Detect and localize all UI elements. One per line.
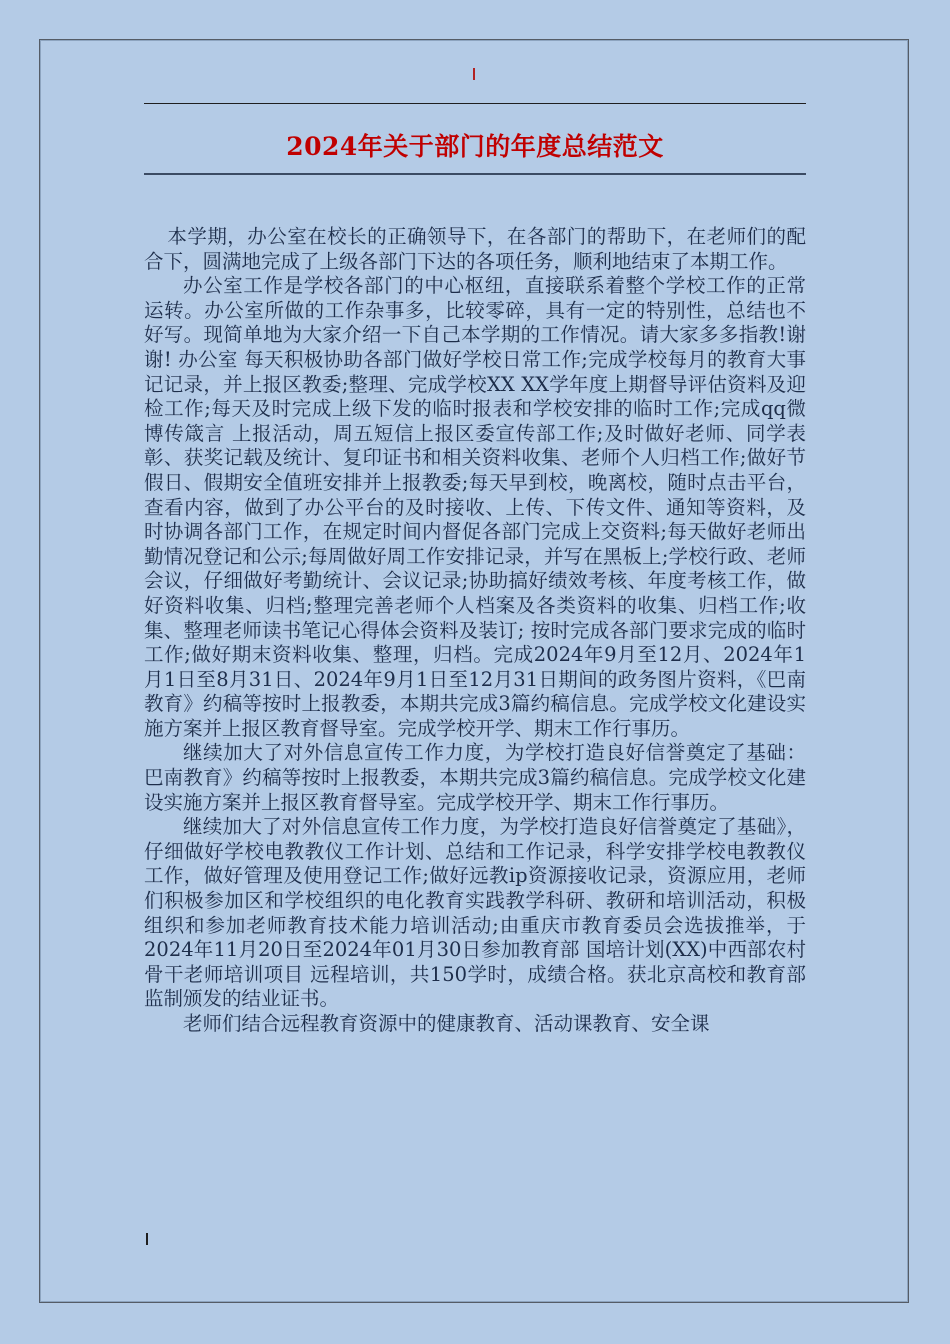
document-body — [144, 225, 806, 1037]
paragraph-1: 本学期，办公室在校长的正确领导下，在各部门的帮助下，在老师们的配合下，圆满地完成了上级各部门下达的各项任务，顺利地结束了本期工作。 — [144, 225, 806, 273]
footer-mark — [146, 1233, 148, 1245]
document-title: 2024年关于部门的年度总结范文 — [286, 132, 664, 161]
paragraph-3: 继续加大了对外信息宣传工作力度，为学校打造良好信誉奠定了基础：巴南教育》约稿等按时上报教委，本期共完成3篇约稿信息。完成学校文化建设实施方案并上报区教育督导室。完成学校开学、期末工作行事历。 — [144, 741, 806, 814]
header-mark — [473, 68, 475, 80]
header-rule — [144, 103, 806, 104]
title-underline — [144, 173, 806, 175]
paragraph-4: 继续加大了对外信息宣传工作力度，为学校打造良好信誉奠定了基础》，仔细做好学校电教教仪工作计划、总结和工作记录，科学安排学校电教教仪工作，做好管理及使用登记工作;做好远教ip资源接收记录，资源应用，老师们积极参加区和学校组织的电化教育实践教学科研、教研和培训活动，积极组织和参加老师教育技术能力培训活动;由重庆市教育委员会选拔推举，于2024年11月20日至2024年01月30日参加教育部 国培计划(XX)中西部农村骨干老师培训项目 远程培训，共150学时，成绩合格。获北京高校和教育部监制颁发的结业证书。 — [144, 815, 806, 1011]
paragraph-2: 办公室工作是学校各部门的中心枢纽，直接联系着整个学校工作的正常运转。办公室所做的工作杂事多，比较零碎，具有一定的特别性，总结也不好写。现简单地为大家介绍一下自己本学期的工作情况。请大家多多指教!谢谢! 办公室 每天积极协助各部门做好学校日常工作;完成学校每月的教育大事记记录，并上报区教委;整理、完成学校XX XX学年度上期督导评估资料及迎检工作;每天及时完成上级下发的临时报表和学校安排的临时工作;完成qq微博传箴言 上报活动，周五短信上报区委宣传部工作;及时做好老师、同学表彰、获奖记载及统计、复印证书和相关资料收集、老师个人归档工作;做好节假日、假期安全值班安排并上报教委;每天早到校，晚离校，随时点击平台，查看内容，做到了办公平台的及时接收、上传、下传文件、通知等资料，及时协调各部门工作，在规定时间内督促各部门完成上交资料;每天做好老师出勤情况登记和公示;每周做好周工作安排记录，并写在黑板上;学校行政、老师会议，仔细做好考勤统计、会议记录;协助搞好绩效考核、年度考核工作，做好资料收集、归档;整理完善老师个人档案及各类资料的收集、归档工作;收集、整理老师读书笔记心得体会资料及装订; 按时完成各部门要求完成的临时工作;做好期末资料收集、整理，归档。完成2024年9月至12月、2024年1月1日至8月31日、2024年9月1日至12月31日期间的政务图片资料，《巴南教育》约稿等按时上报教委，本期共完成3篇约稿信息。完成学校文化建设实施方案并上报区教育督导室。完成学校开学、期末工作行事历。 — [144, 274, 806, 740]
paragraph-5: 老师们结合远程教育资源中的健康教育、活动课教育、安全课 — [183, 1012, 710, 1035]
